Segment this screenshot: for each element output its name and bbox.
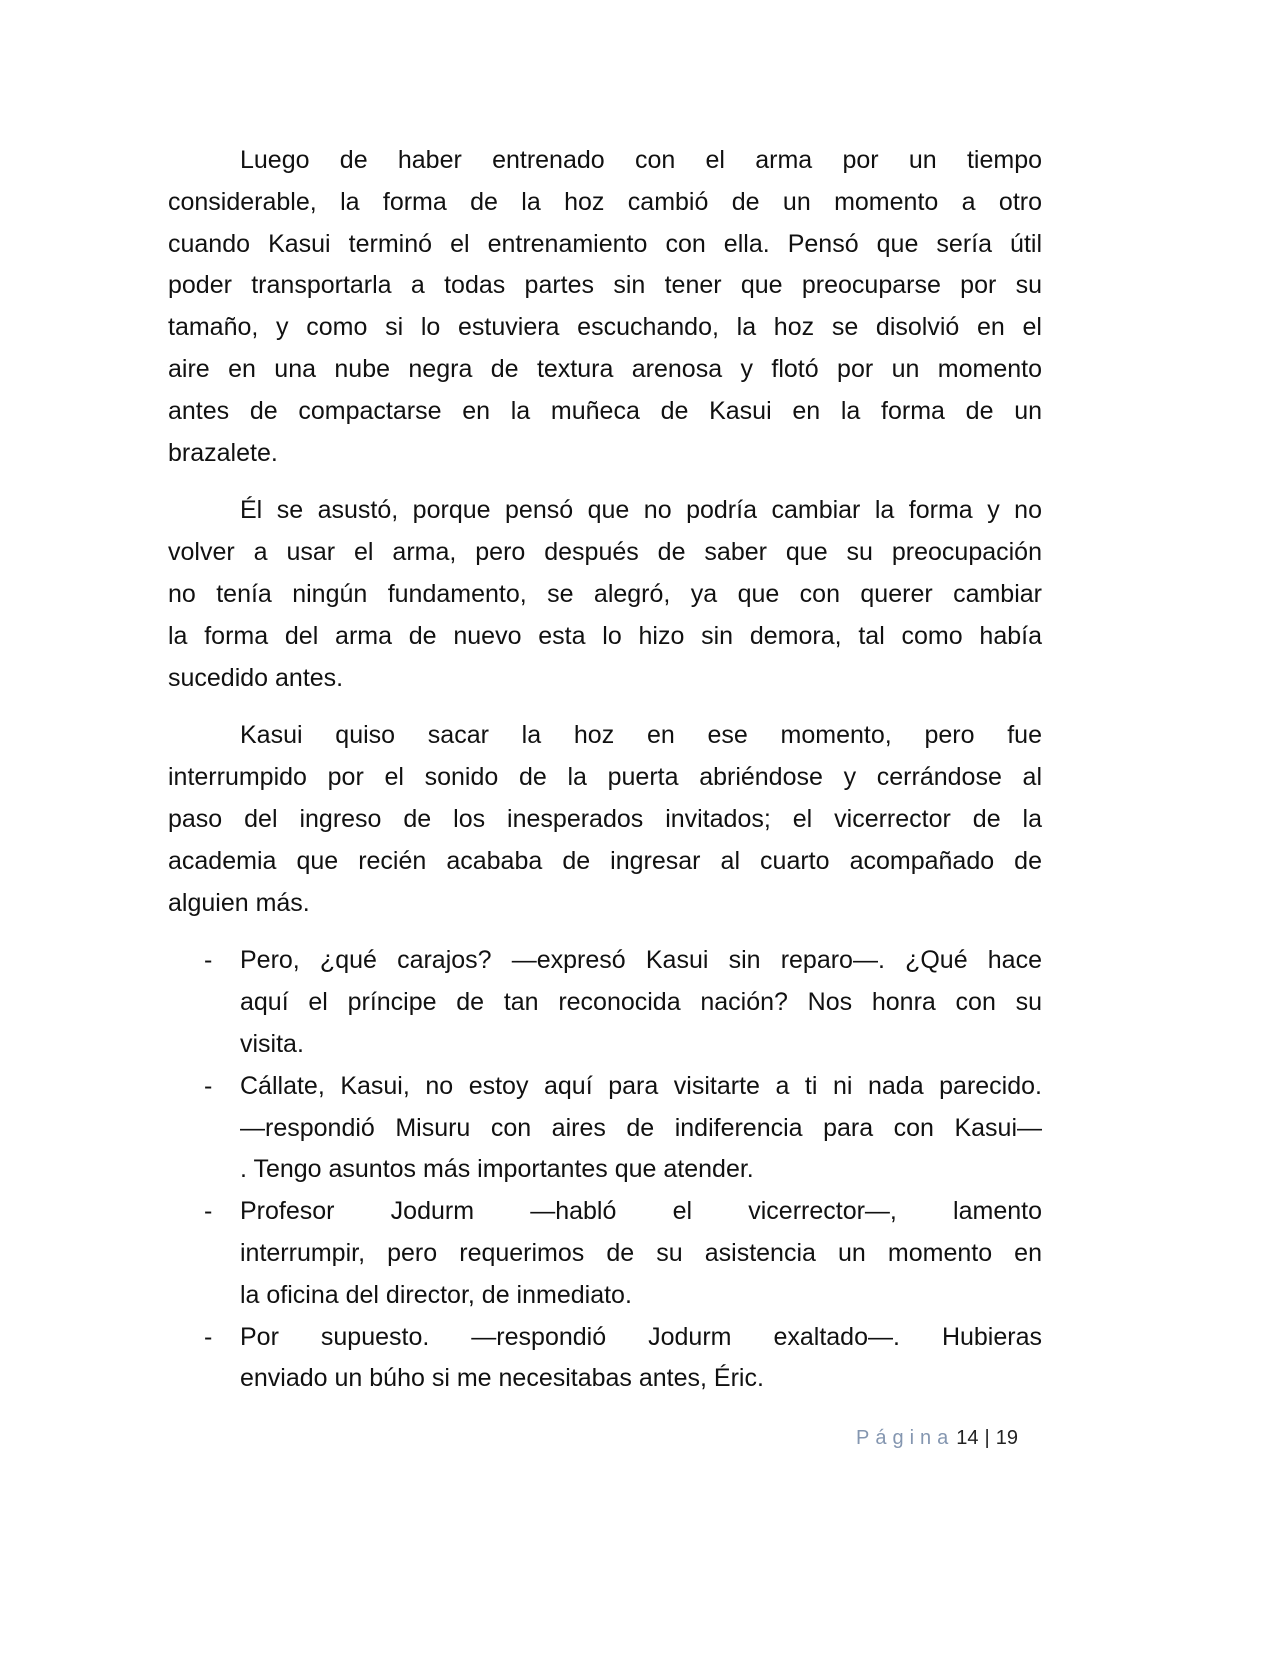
paragraph bbox=[168, 490, 1042, 699]
list-item bbox=[168, 1066, 1042, 1191]
page-total: 19 bbox=[995, 1427, 1018, 1449]
text-line: alguien más. bbox=[168, 888, 310, 917]
text-line: . Tengo asuntos más importantes que atender. bbox=[240, 1155, 754, 1184]
text-line: volver a usar el arma, pero después de saber que su preocupación bbox=[168, 538, 1042, 567]
paragraph bbox=[168, 140, 1042, 474]
text-line: Kasui quiso sacar la hoz en ese momento, pero fue bbox=[240, 721, 1042, 750]
text-line: cuando Kasui terminó el entrenamiento con ella. Pensó que sería útil bbox=[168, 229, 1042, 258]
text-line: brazalete. bbox=[168, 438, 278, 467]
text-line: Luego de haber entrenado con el arma por un tiempo bbox=[240, 146, 1042, 174]
text-line: la forma del arma de nuevo esta lo hizo sin demora, tal como había bbox=[168, 621, 1042, 650]
bullet-dash: - bbox=[204, 1197, 213, 1226]
document-body bbox=[168, 140, 1042, 1400]
text-line: poder transportarla a todas partes sin tener que preocuparse por su bbox=[168, 271, 1042, 300]
text-line: antes de compactarse en la muñeca de Kasui en la forma de un bbox=[168, 396, 1042, 425]
text-line: Él se asustó, porque pensó que no podría cambiar la forma y no bbox=[240, 496, 1042, 525]
text-line: aire en una nube negra de textura arenosa y flotó por un momento bbox=[168, 354, 1042, 383]
text-line: Cállate, Kasui, no estoy aquí para visitarte a ti ni nada parecido. bbox=[240, 1071, 1042, 1100]
page-number: 14 bbox=[956, 1427, 979, 1449]
text-line: enviado un búho si me necesitabas antes, Éric. bbox=[240, 1364, 764, 1393]
text-line: sucedido antes. bbox=[168, 663, 344, 692]
text-line: tamaño, y como si lo estuviera escuchando, la hoz se disolvió en el bbox=[168, 313, 1042, 342]
dialogue-list bbox=[168, 940, 1042, 1400]
list-item bbox=[168, 1191, 1042, 1316]
text-line: la oficina del director, de inmediato. bbox=[240, 1280, 632, 1309]
text-line: no tenía ningún fundamento, se alegró, ya que con querer cambiar bbox=[168, 579, 1042, 608]
page-label: Página bbox=[856, 1427, 955, 1449]
page-separator: | bbox=[984, 1427, 990, 1449]
text-line: paso del ingreso de los inesperados invitados; el vicerrector de la bbox=[168, 804, 1042, 833]
text-line: —respondió Misuru con aires de indiferencia para con Kasui— bbox=[240, 1113, 1042, 1142]
bullet-dash: - bbox=[204, 946, 213, 975]
text-line: Pero, ¿qué carajos? —expresó Kasui sin reparo—. ¿Qué hace bbox=[240, 946, 1042, 975]
text-line: Profesor Jodurm —habló el vicerrector—, lamento bbox=[240, 1197, 1042, 1226]
list-item bbox=[168, 940, 1042, 1065]
list-item bbox=[168, 1317, 1042, 1401]
text-line: visita. bbox=[240, 1029, 304, 1058]
text-line: aquí el príncipe de tan reconocida nación? Nos honra con su bbox=[240, 988, 1042, 1017]
bullet-dash: - bbox=[204, 1322, 213, 1351]
text-line: interrumpido por el sonido de la puerta abriéndose y cerrándose al bbox=[168, 763, 1042, 792]
text-line: considerable, la forma de la hoz cambió de un momento a otro bbox=[168, 187, 1042, 216]
page-footer bbox=[856, 1424, 1018, 1452]
text-line: Por supuesto. —respondió Jodurm exaltado—. Hubieras bbox=[240, 1322, 1042, 1351]
bullet-dash: - bbox=[204, 1071, 213, 1100]
text-line: interrumpir, pero requerimos de su asistencia un momento en bbox=[240, 1238, 1042, 1267]
paragraph bbox=[168, 715, 1042, 924]
text-line: academia que recién acababa de ingresar al cuarto acompañado de bbox=[168, 846, 1042, 875]
